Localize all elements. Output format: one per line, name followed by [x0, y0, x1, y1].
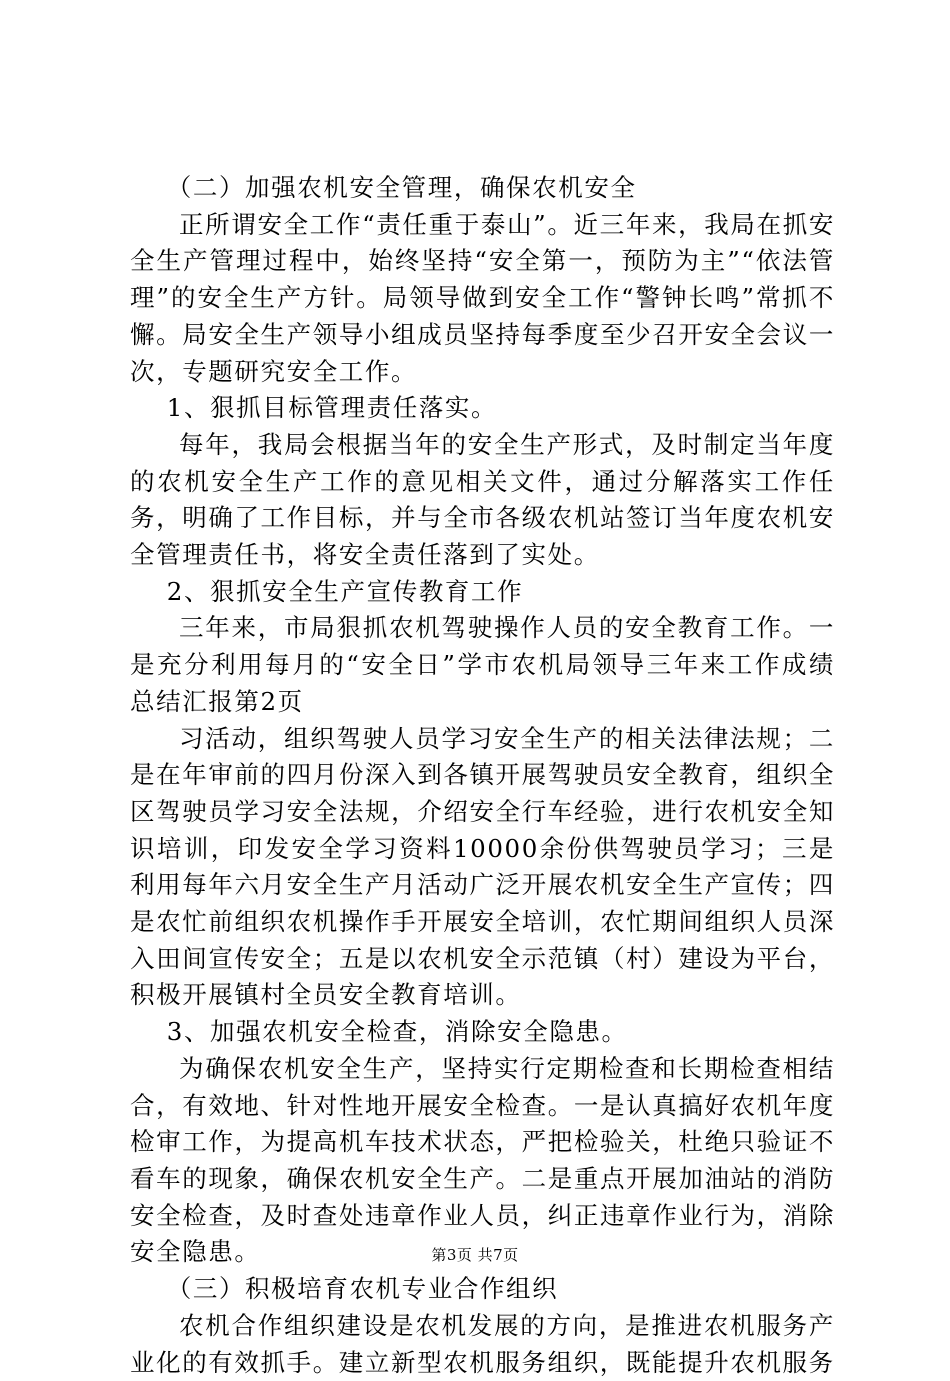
section-heading-2: （二）加强农机安全管理，确保农机安全 [166, 173, 637, 202]
subheading-1: 1、狠抓目标管理责任落实。 [166, 393, 498, 423]
paragraph: 农机合作组织建设是农机发展的方向，是推进农机服务产业化的有效抓手。建立新型农机服务组织，既能提升农机服务 [130, 1310, 835, 1377]
subheading-2: 2、狠抓安全生产宣传教育工作 [166, 576, 524, 606]
paragraph: 每年，我局会根据当年的安全生产形式，及时制定当年度的农机安全生产工作的意见相关文件，通过分解落实工作任务，明确了工作目标，并与全市各级农机站签订当年度农机安全管理责任书，将安全责任落到了实处。 [130, 429, 835, 570]
section-heading-3: （三）积极培育农机专业合作组织 [166, 1274, 559, 1304]
paragraph: 为确保农机安全生产，坚持实行定期检查和长期检查相结合，有效地、针对性地开展安全检查。一是认真搞好农机年度检审工作，为提高机车技术状态，严把检验关，杜绝只验证不看车的现象，确保农机安全生产。二是重点开展加油站的消防安全检查，及时查处违章作业人员，纠正违章作业行为，消除安全隐患。 [130, 1053, 835, 1267]
subheading-3: 3、加强农机安全检查，消除安全隐患。 [166, 1017, 628, 1047]
page-number-footer: 第3页 共7页 [431, 1246, 519, 1264]
paragraph: 三年来，市局狠抓农机驾驶操作人员的安全教育工作。一是充分利用每月的“安全日”学市农机局领导三年来工作成绩总结汇报第2页 [130, 613, 835, 716]
document-body [130, 170, 835, 1381]
paragraph: 正所谓安全工作“责任重于泰山”。近三年来，我局在抓安全生产管理过程中，始终坚持“安全第一，预防为主”“依法管理”的安全生产方针。局领导做到安全工作“警钟长鸣”常抓不懈。局安全生产领导小组成员坚持每季度至少召开安全会议一次，专题研究安全工作。 [130, 209, 835, 386]
paragraph: 习活动，组织驾驶人员学习安全生产的相关法律法规；二是在年审前的四月份深入到各镇开展驾驶员安全教育，组织全区驾驶员学习安全法规，介绍安全行车经验，进行农机安全知识培训，印发安全学习资料10000余份供驾驶员学习；三是利用每年六月安全生产月活动广泛开展农机安全生产宣传；四是农忙前组织农机操作手开展安全培训，农忙期间组织人员深入田间宣传安全；五是以农机安全示范镇（村）建设为平台，积极开展镇村全员安全教育培训。 [130, 723, 835, 1010]
